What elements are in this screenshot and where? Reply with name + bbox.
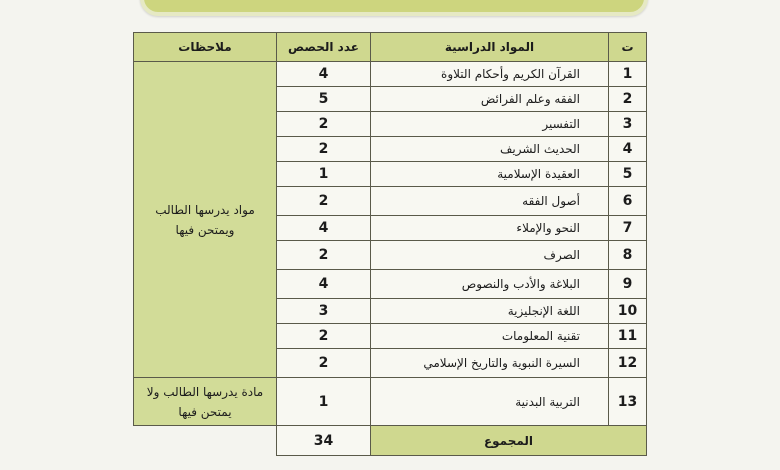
class-count: 2 bbox=[277, 187, 371, 216]
table-header-row bbox=[134, 33, 647, 62]
row-number: 7 bbox=[609, 216, 647, 241]
class-count: 4 bbox=[277, 216, 371, 241]
class-count: 2 bbox=[277, 137, 371, 162]
subject-name: النحو والإملاء bbox=[371, 216, 609, 241]
row-number: 3 bbox=[609, 112, 647, 137]
class-count: 1 bbox=[277, 162, 371, 187]
header-banner bbox=[140, 0, 648, 16]
row-number: 8 bbox=[609, 241, 647, 270]
class-count: 4 bbox=[277, 270, 371, 299]
subject-name: تقنية المعلومات bbox=[371, 324, 609, 349]
row-number: 10 bbox=[609, 299, 647, 324]
row-number: 2 bbox=[609, 87, 647, 112]
subject-name: العقيدة الإسلامية bbox=[371, 162, 609, 187]
row-number: 13 bbox=[609, 378, 647, 426]
subject-name: اللغة الإنجليزية bbox=[371, 299, 609, 324]
subject-name: الصرف bbox=[371, 241, 609, 270]
class-count: 3 bbox=[277, 299, 371, 324]
row-number: 12 bbox=[609, 349, 647, 378]
subject-name: القرآن الكريم وأحكام التلاوة bbox=[371, 62, 609, 87]
class-count: 2 bbox=[277, 241, 371, 270]
row-number: 4 bbox=[609, 137, 647, 162]
row-number: 5 bbox=[609, 162, 647, 187]
row-number: 9 bbox=[609, 270, 647, 299]
class-count: 2 bbox=[277, 349, 371, 378]
table-row bbox=[134, 62, 647, 87]
table-row bbox=[134, 378, 647, 426]
header-count: عدد الحصص bbox=[277, 33, 371, 62]
class-count: 4 bbox=[277, 62, 371, 87]
header-subject: المواد الدراسية bbox=[371, 33, 609, 62]
subject-name: السيرة النبوية والتاريخ الإسلامي bbox=[371, 349, 609, 378]
subject-name: الحديث الشريف bbox=[371, 137, 609, 162]
note-examined: مواد يدرسها الطالب ويمتحن فيها bbox=[134, 62, 277, 378]
class-count: 5 bbox=[277, 87, 371, 112]
class-count: 2 bbox=[277, 112, 371, 137]
empty-cell bbox=[134, 426, 277, 456]
subject-name: التربية البدنية bbox=[371, 378, 609, 426]
class-count: 2 bbox=[277, 324, 371, 349]
row-number: 1 bbox=[609, 62, 647, 87]
study-plan-table bbox=[133, 32, 647, 456]
total-label: المجموع bbox=[371, 426, 647, 456]
header-num: ت bbox=[609, 33, 647, 62]
total-row bbox=[134, 426, 647, 456]
subject-name: الفقه وعلم الفرائض bbox=[371, 87, 609, 112]
subject-name: التفسير bbox=[371, 112, 609, 137]
subject-name: أصول الفقه bbox=[371, 187, 609, 216]
class-count: 1 bbox=[277, 378, 371, 426]
note-not-examined: مادة يدرسها الطالب ولا يمتحن فيها bbox=[134, 378, 277, 426]
subject-name: البلاغة والأدب والنصوص bbox=[371, 270, 609, 299]
header-notes: ملاحظات bbox=[134, 33, 277, 62]
row-number: 11 bbox=[609, 324, 647, 349]
row-number: 6 bbox=[609, 187, 647, 216]
total-value: 34 bbox=[277, 426, 371, 456]
